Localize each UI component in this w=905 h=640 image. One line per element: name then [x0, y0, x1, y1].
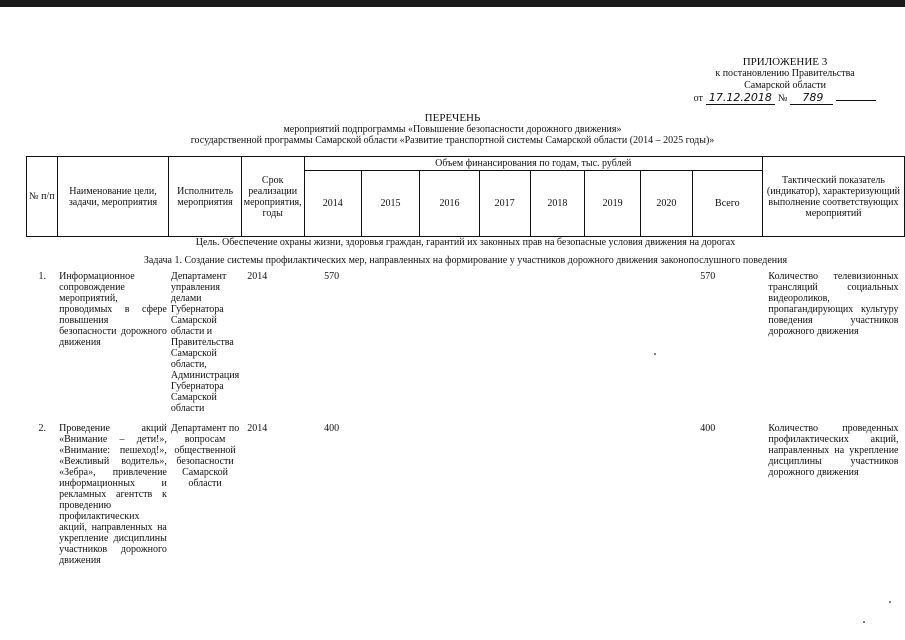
row-executor: Департамент управления делами Губернатора Самарской области и Правительства Самарской области, Администрация Губернатора Самарской области [170, 271, 240, 414]
row-amount-2018 [530, 271, 585, 423]
row-indicator: Количество проведенных профилактических акций, направленных на укрепление дисциплины участников дорожного движения [768, 423, 899, 478]
row-total: 570 [700, 271, 716, 282]
task-row [27, 255, 905, 271]
decree-line [693, 91, 870, 105]
heading-line-2: государственной программы Самарской области «Развитие транспортной системы Самарской области (2014 – 2025 годы)» [190, 135, 715, 146]
header-year: 2019 [585, 171, 641, 237]
table-row [27, 423, 905, 566]
header-indicator: Тактический показатель (индикатор), характеризующий выполнение соответствующих мероприятий [762, 157, 904, 237]
header-funding: Объем финансирования по годам, тыс. рублей [304, 157, 762, 171]
row-term: 2014 [247, 271, 268, 282]
row-amount-2014: 400 [324, 423, 340, 434]
date-prefix: от [693, 93, 703, 104]
table-row [27, 271, 905, 423]
header-year: 2015 [361, 171, 420, 237]
decree-number: 789 [790, 92, 833, 105]
document-heading [0, 113, 905, 146]
row-amount-2020 [640, 271, 692, 423]
row-term: 2014 [247, 423, 268, 434]
appendix-line-1: к постановлению Правительства [715, 68, 855, 79]
header-num: № п/п [27, 157, 58, 237]
row-amount-2016 [420, 423, 479, 566]
decree-underline-tail [836, 100, 876, 101]
scan-speck [654, 353, 656, 355]
heading-word: ПЕРЕЧЕНЬ [424, 112, 481, 124]
row-amount-2019 [585, 271, 641, 423]
row-indicator: Количество телевизионных трансляций социальных видеороликов, пропагандирующих культуру поведения участников дорожного движения [768, 271, 899, 337]
appendix-title: ПРИЛОЖЕНИЕ 3 [742, 56, 828, 68]
measures-table [26, 156, 905, 566]
row-amount-2019 [585, 423, 641, 566]
row-amount-2017 [479, 423, 530, 566]
header-year: 2020 [640, 171, 692, 237]
row-num: 1. [38, 271, 46, 282]
header-name: Наименование цели, задачи, мероприятия [57, 157, 169, 237]
scan-speck [863, 621, 865, 623]
row-name: Информационное сопровождение мероприятий, проводимых в сфере повышения безопасности дорожного движения [59, 271, 167, 348]
row-executor: Департамент по вопросам общественной безопасности Самарской области [170, 423, 240, 489]
row-amount-2014: 570 [324, 271, 340, 282]
appendix-line-2: Самарской области [744, 80, 826, 91]
row-amount-2016 [420, 271, 479, 423]
header-year: 2016 [420, 171, 479, 237]
row-num: 2. [38, 423, 46, 434]
row-amount-2020 [640, 423, 692, 566]
row-amount-2018 [530, 423, 585, 566]
row-amount-2017 [479, 271, 530, 423]
row-name: Проведение акций «Внимание – дети!», «Внимание: пешеход!», «Вежливый водитель», «Зебра», привлечение информационных и рекламных агентств к проведению профилактических акций, направленных на укрепление дисциплины участников дорожного движения [59, 423, 167, 566]
scan-speck [889, 601, 891, 603]
header-total: Всего [692, 171, 762, 237]
scan-top-border [0, 0, 905, 7]
row-amount-2015 [361, 423, 420, 566]
header-term: Срок реализации мероприятия, годы [241, 157, 304, 237]
decree-date: 17.12.2018 [706, 92, 775, 105]
appendix-header [693, 56, 870, 105]
goal-row [27, 237, 905, 256]
header-year: 2018 [530, 171, 585, 237]
goal-text: Цель. Обеспечение охраны жизни, здоровья граждан, гарантий их законных прав на безопасные условия движения на дорогах [195, 237, 736, 248]
row-total: 400 [700, 423, 716, 434]
number-prefix: № [777, 93, 788, 104]
task-text: Задача 1. Создание системы профилактических мер, направленных на формирование у участников дорожного движения законопослушного поведения [143, 255, 788, 266]
header-executor: Исполнитель мероприятия [169, 157, 241, 237]
row-amount-2015 [361, 271, 420, 423]
header-year: 2014 [304, 171, 361, 237]
heading-line-1: мероприятий подпрограммы «Повышение безопасности дорожного движения» [283, 124, 622, 135]
header-year: 2017 [479, 171, 530, 237]
